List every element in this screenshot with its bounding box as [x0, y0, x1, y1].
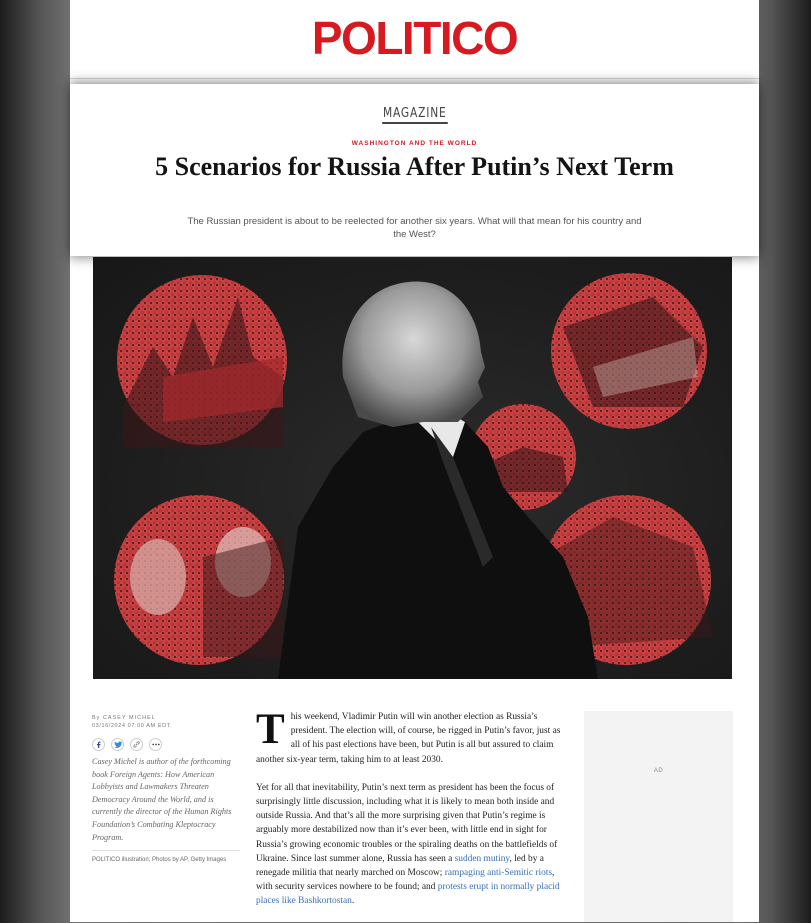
- article-header: [70, 84, 759, 256]
- protest-circle: [117, 275, 287, 447]
- paragraph-1-text: his weekend, Vladimir Putin will win another election as Russia’s president. The election will, of course, be rigged in Putin’s favor, just as all of his past elections have been, but Putin is all but assured to claim another six-year term, taking him to at least 2030.: [256, 712, 561, 765]
- bashkortostan-protests-link[interactable]: protests erupt in normally placid places like Bashkortostan: [256, 882, 560, 907]
- twitter-icon: [114, 741, 122, 748]
- image-credit: POLITICO illustration; Photos by AP, Getty Images: [92, 857, 227, 864]
- article-dek: The Russian president is about to be reelected for another six years. What will that mean for his country and the West?: [187, 216, 642, 240]
- byline: [92, 714, 242, 722]
- publish-date: 03/16/2024 07:00 AM EDT: [92, 723, 171, 729]
- paragraph-2-text: Yet for all that inevitability, Putin’s next term as president has been the focus of surprisingly little discussion, including what it is likely to mean both inside and outside Russia. And that’s all the more surprising given that Putin’s regime is arguably more destabilized now than it’s ever been, with little end in sight for Russia’s growing economic troubles or the spiraling deaths on the battlefields of Ukraine. Since last summer alone, Russia has seen a: [256, 782, 558, 864]
- facebook-icon: [95, 741, 102, 748]
- page-column: [70, 0, 759, 922]
- share-toolbar: [92, 737, 242, 751]
- twitter-share-button[interactable]: [111, 738, 124, 751]
- section-label-wrap: [70, 104, 759, 124]
- byline-column: [92, 714, 242, 863]
- ad-slot[interactable]: [584, 711, 733, 922]
- sudden-mutiny-link[interactable]: sudden mutiny: [454, 853, 510, 864]
- link-icon: [133, 741, 140, 748]
- ad-label: AD: [653, 768, 664, 774]
- category-tag[interactable]: WASHINGTON AND THE WORLD: [351, 140, 478, 147]
- article-body: [256, 706, 570, 923]
- more-icon: [152, 743, 160, 746]
- author-bio: Casey Michel is author of the forthcoming book Foreign Agents: How American Lobbyists and Lawmakers Threaten Democracy Around the World, and is currently the director of the Human Rights Foundation’s Combating Kleptocracy Program.: [92, 757, 232, 842]
- paragraph-2-text-c: , with security services nowhere to be found; and: [256, 868, 555, 893]
- paragraph-2-text-d: .: [351, 896, 355, 907]
- byline-prefix: By: [92, 715, 101, 721]
- paragraph-2-text-b: , led by a renegade militia that nearly marched on Moscow;: [256, 853, 544, 879]
- facebook-share-button[interactable]: [92, 738, 105, 751]
- politico-logo[interactable]: POLITICO: [311, 12, 518, 64]
- masthead: [70, 0, 759, 79]
- hero-illustration: [93, 257, 732, 679]
- paragraph-2: [256, 781, 570, 909]
- author-link[interactable]: CASEY MICHEL: [102, 715, 156, 721]
- paragraph-1: [256, 706, 570, 767]
- anti-semitic-riots-link[interactable]: rampaging anti-Semitic riots: [444, 868, 553, 879]
- divider: [92, 850, 240, 851]
- page-title: 5 Scenarios for Russia After Putin’s Next Term: [155, 152, 674, 181]
- magazine-section-link[interactable]: MAGAZINE: [382, 106, 447, 124]
- more-share-button[interactable]: [149, 738, 162, 751]
- hero-art: [93, 257, 732, 679]
- fighters-circle: [114, 495, 284, 665]
- copy-link-button[interactable]: [130, 738, 143, 751]
- drop-cap: T: [256, 706, 285, 753]
- tank-circle: [551, 273, 707, 429]
